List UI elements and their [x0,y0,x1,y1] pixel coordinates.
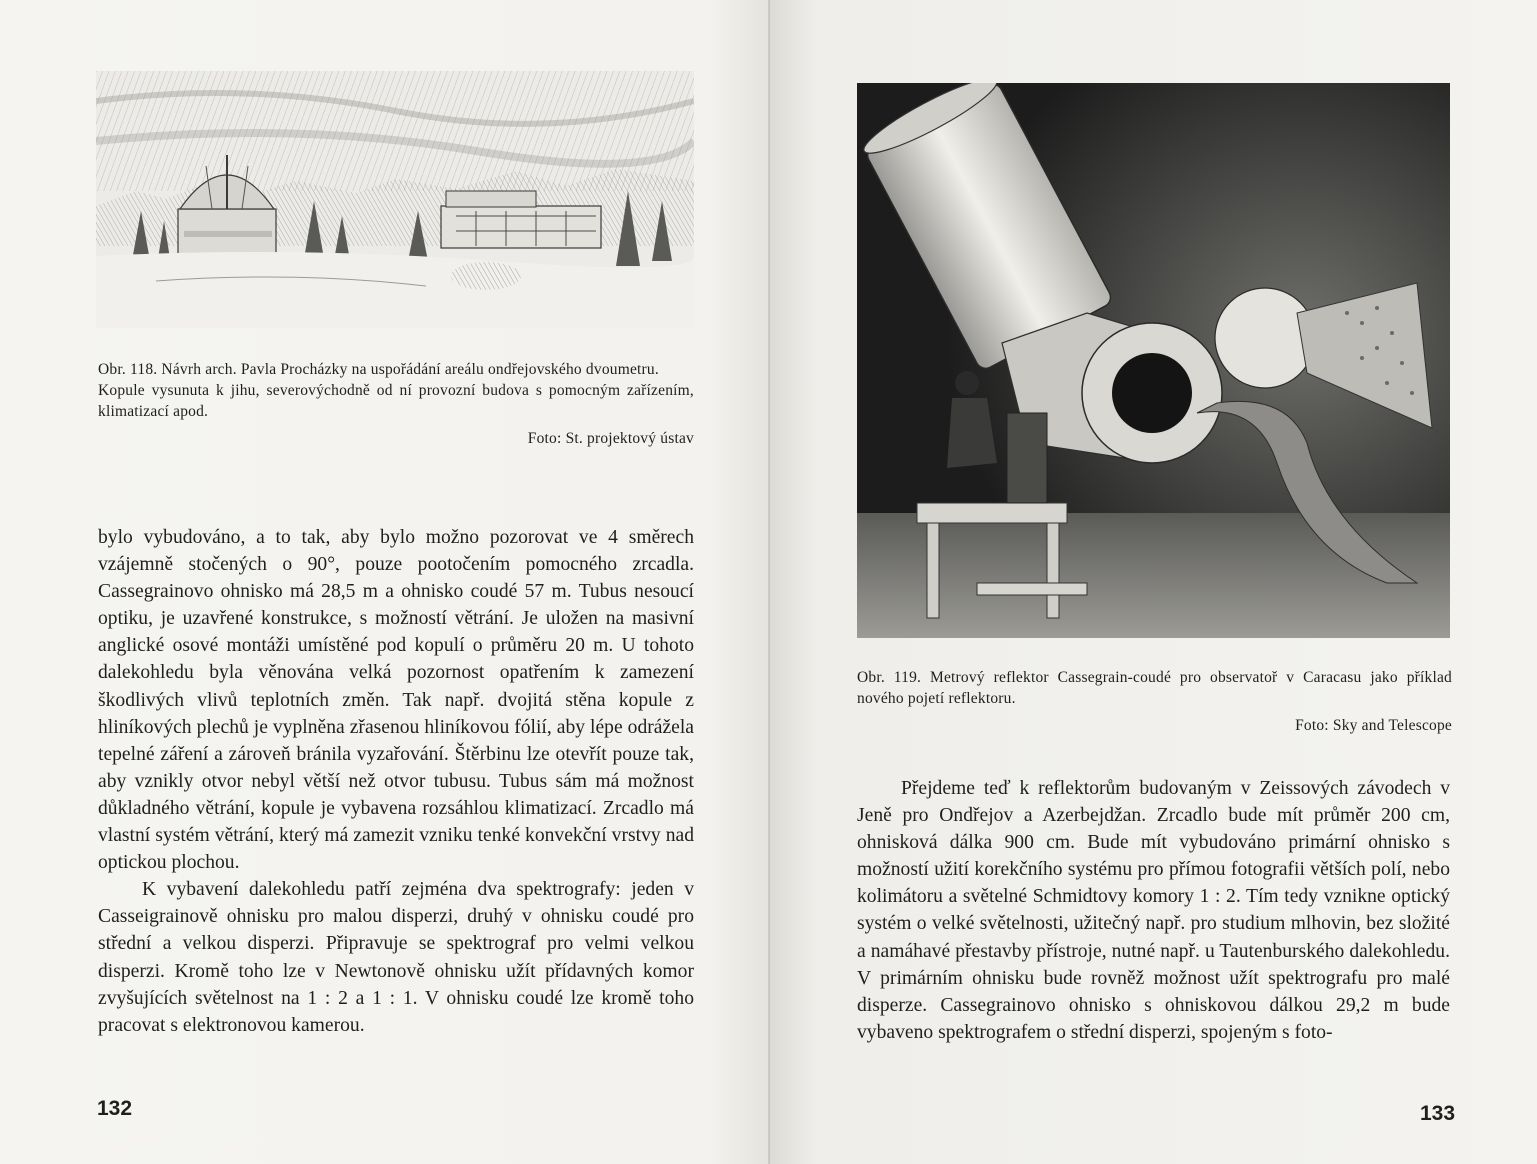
right-paragraph-1: Přejdeme teď k reflektorům budovaným v Zeissových závodech v Jeně pro Ondřejov a Azerbejdžan. Zrcadlo bude mít průměr 200 cm, ohnisková dálka 900 cm. Bude mít vybudováno primární ohnisko s možností užití korekčního systému pro přímou fotografii větších polí, nebo kolimátoru a světelné Schmidtovy komory 1 : 2. Tím tedy vznikne optický systém o velké světelnosti, užitečný např. pro studium mlhovin, bez složité a namáhavé přestavby přístroje, nutné např. u Tautenburského dalekohledu. V primárním ohnisku bude rovněž možnost užít spektrografu pro malé disperze. Cassegrainovo ohnisko s ohniskovou dálkou 29,2 m bude vybaveno spektrografem o střední disperzi, spojeným s foto- [857,778,1450,1043]
figure-118-caption-line-2: Kopule vysunuta k jihu, severovýchodně od ní provozní budova s pomocným zařízením, klimatizací apod. [98,382,694,420]
figure-118-caption [98,359,694,449]
left-paragraph-2: K vybavení dalekohledu patří zejména dva spektrografy: jeden v Casseigrainově ohnisku pro malou disperzi, druhý v ohnisku coudé pro střední a velkou disperzi. Připravuje se spektrograf pro velmi velkou disperzi. Kromě toho lze v Newtonově ohnisku užít přídavných komor zvyšujících světelnost na 1 : 2 a 1 : 1. V ohnisku coudé lze kromě toho pracovat s elektronovou kamerou. [98,879,694,1036]
left-page-body [98,524,694,1039]
figure-119-credit: Foto: Sky and Telescope [1295,717,1452,734]
page-number-right: 133 [1420,1102,1456,1125]
right-page-body [857,775,1450,1046]
figure-119-telescope-photo [857,83,1450,638]
page-number-left: 132 [97,1097,133,1120]
figure-119-caption-line-1: Obr. 119. Metrový reflektor Cassegrain-coudé pro observatoř v Caracasu jako příklad nového pojetí reflektoru. [857,669,1452,707]
figure-118-observatory-sketch [96,71,694,328]
figure-118-credit: Foto: St. projektový ústav [527,430,694,447]
figure-118-caption-line-1: Obr. 118. Návrh arch. Pavla Procházky na uspořádání areálu ondřejovského dvoumetru. [98,361,659,378]
reflector-telescope-photo [857,83,1450,638]
figure-119-caption [857,667,1452,736]
observatory-sketch-illustration [96,71,694,328]
left-paragraph-1: bylo vybudováno, a to tak, aby bylo možno pozorovat ve 4 směrech vzájemně stočených o 90°, pouze pootočením pomocného zrcadla. Cassegrainovo ohnisko má 28,5 m a ohnisko coudé 57 m. Tubus nesoucí optiku, je uzavřené konstrukce, s možností větrání. Je uložen na masivní anglické osové montáži umístěné pod kopulí o průměru 20 m. U tohoto dalekohledu byla věnována velká pozornost opatřením k zamezení škodlivých vlivů teplotních změn. Tak např. dvojitá stěna kopule z hliníkových plechů je vyplněna zřasenou hliníkovou fólií, aby lépe odrážela tepelné záření a zároveň bránila vyzařování. Štěrbinu lze otevřít pouze tak, aby vznikly otvor nebyl větší než otvor tubusu. Tubus sám má možnost důkladného větrání, kopule je vybavena rozsáhlou klimatizací. Zrcadlo má vlastní systém větrání, který má zamezit vzniku tenké konvekční vrstvy nad optickou plochou. [98,527,694,874]
